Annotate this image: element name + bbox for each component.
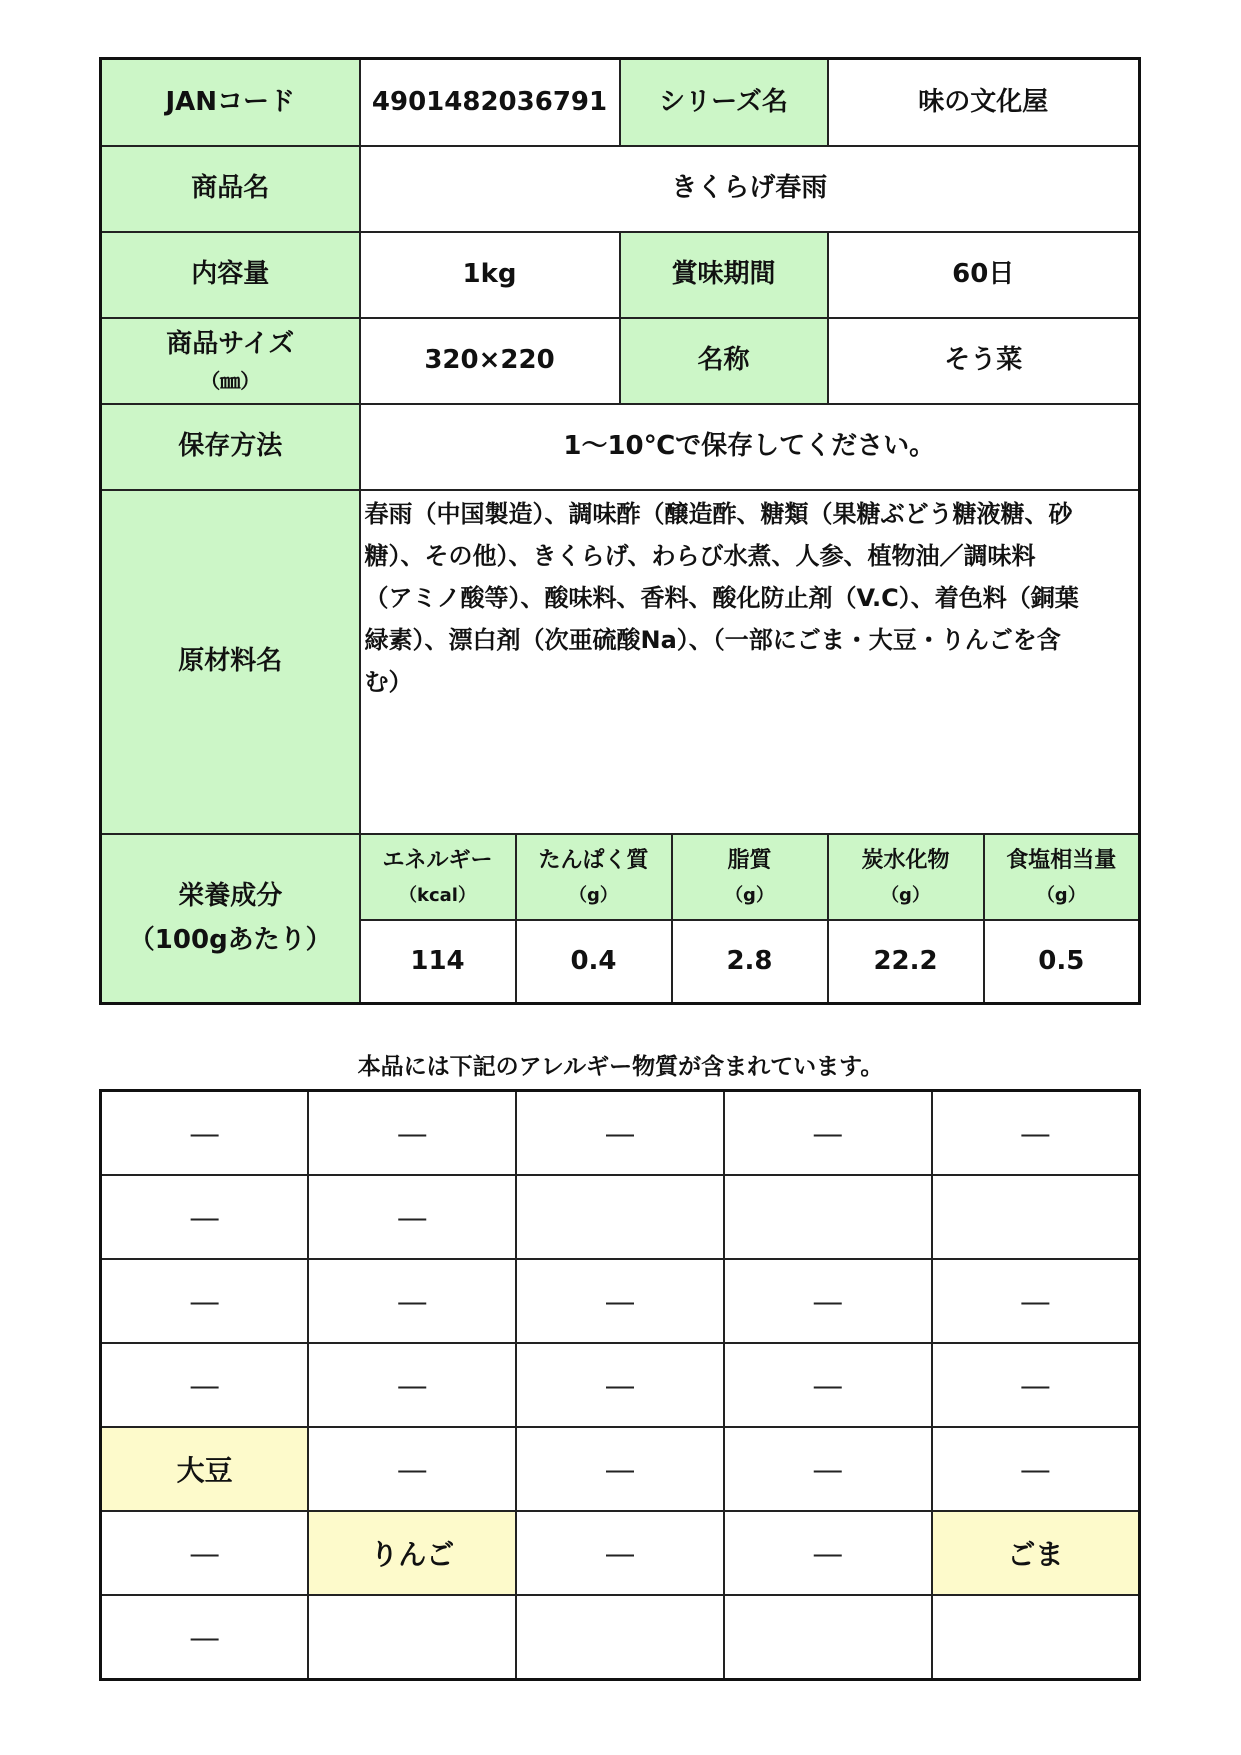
product-size-value: 320×220 [360,318,620,404]
content-value: 1kg [360,232,620,318]
allergen-cell: ― [516,1259,724,1343]
nutrient-header [672,834,828,920]
allergen-cell: ― [932,1427,1140,1511]
allergen-cell: りんご [308,1511,516,1595]
ingredients-line: 春雨（中国製造）、調味酢（醸造酢、糖類（果糖ぶどう糖液糖、砂 [364,499,1073,528]
spec-row-storage [101,404,1140,490]
spec-row-content [101,232,1140,318]
allergen-cell: ― [101,1511,309,1595]
ingredients-line: 緑素）、漂白剤（次亜硫酸Na）、（一部にごま・大豆・りんごを含 [364,625,1061,654]
allergen-cell: ― [308,1091,516,1176]
shelf-life-value: 60日 [828,232,1140,318]
allergen-cell: ― [724,1427,932,1511]
allergen-cell: ― [724,1259,932,1343]
ingredients-line: （アミノ酸等）、酸味料、香料、酸化防止剤（V.C）、着色料（銅葉 [364,583,1079,612]
nutrient-header [828,834,984,920]
spec-row-size [101,318,1140,404]
nutrient-unit: （g） [881,885,930,906]
series-name-value: 味の文化屋 [828,59,1140,146]
allergen-cell: ― [516,1511,724,1595]
nutrition-header-row [101,834,1140,920]
allergen-cell [932,1595,1140,1680]
allergen-cell: ― [932,1343,1140,1427]
allergen-cell: ごま [932,1511,1140,1595]
allergen-row [101,1343,1140,1427]
allergen-cell [932,1175,1140,1259]
allergen-row [101,1595,1140,1680]
jan-code-value: 4901482036791 [360,59,620,146]
common-name-value: そう菜 [828,318,1140,404]
allergen-cell: ― [516,1427,724,1511]
nutrition-label-cell [101,834,360,1004]
nutrient-value-fat: 2.8 [672,920,828,1004]
allergen-row [101,1091,1140,1176]
allergen-cell: ― [308,1343,516,1427]
nutrient-name: エネルギー [382,847,493,873]
ingredients-value [360,490,1140,834]
shelf-life-label: 賞味期間 [620,232,828,318]
product-size-unit: （㎜） [200,369,261,394]
allergen-cell [724,1175,932,1259]
spec-row-ingredients [101,490,1140,834]
ingredients-line: 糖）、その他）、きくらげ、わらび水煮、人参、植物油／調味料 [364,541,1036,570]
product-name-label: 商品名 [101,146,360,232]
allergen-cell: ― [101,1175,309,1259]
allergen-cell: ― [516,1091,724,1176]
nutrient-value-energy: 114 [360,920,516,1004]
product-name-value: きくらげ春雨 [360,146,1140,232]
allergen-cell [308,1595,516,1680]
ingredients-label: 原材料名 [101,490,360,834]
nutrient-unit: （kcal） [399,885,476,906]
allergen-cell [516,1175,724,1259]
nutrient-name: 炭水化物 [861,847,950,873]
allergen-cell: ― [932,1259,1140,1343]
nutrition-label: 栄養成分 [178,881,283,912]
jan-code-label: JANコード [101,59,360,146]
product-size-label-cell [101,318,360,404]
content-label: 内容量 [101,232,360,318]
nutrient-name: 食塩相当量 [1006,847,1117,873]
allergen-cell: ― [101,1091,309,1176]
allergen-cell: ― [101,1259,309,1343]
allergen-cell [516,1595,724,1680]
nutrient-value-protein: 0.4 [516,920,672,1004]
allergen-cell [724,1595,932,1680]
spec-row-jan [101,59,1140,146]
allergen-cell: ― [516,1343,724,1427]
allergen-cell: ― [101,1343,309,1427]
storage-value: 1～10℃で保存してください。 [360,404,1140,490]
allergen-row [101,1259,1140,1343]
product-spec-table [99,57,1141,1005]
allergen-cell: ― [101,1595,309,1680]
allergen-cell: ― [724,1091,932,1176]
nutrient-unit: （g） [725,885,774,906]
product-size-label: 商品サイズ [166,328,295,359]
ingredients-line: む） [364,667,413,696]
nutrient-unit: （g） [569,885,618,906]
allergen-cell: ― [308,1259,516,1343]
allergen-cell: ― [724,1343,932,1427]
nutrition-basis: （100gあたり） [128,925,332,956]
nutrient-header [360,834,516,920]
allergen-cell: ― [724,1511,932,1595]
allergen-row [101,1427,1140,1511]
storage-label: 保存方法 [101,404,360,490]
nutrient-name: 脂質 [727,847,772,873]
allergen-row [101,1511,1140,1595]
allergen-cell: ― [932,1091,1140,1176]
allergen-caption: 本品には下記のアレルギー物質が含まれています。 [357,1054,884,1080]
nutrient-header [516,834,672,920]
allergen-cell: ― [308,1175,516,1259]
nutrient-header [984,834,1140,920]
nutrient-value-salt: 0.5 [984,920,1140,1004]
allergen-row [101,1175,1140,1259]
allergen-cell: 大豆 [101,1427,309,1511]
series-name-label: シリーズ名 [620,59,828,146]
spec-row-product-name [101,146,1140,232]
nutrient-value-carbohydrate: 22.2 [828,920,984,1004]
nutrient-unit: （g） [1036,885,1086,906]
common-name-label: 名称 [620,318,828,404]
nutrient-name: たんぱく質 [538,847,649,873]
allergen-cell: ― [308,1427,516,1511]
allergen-table [99,1089,1141,1681]
